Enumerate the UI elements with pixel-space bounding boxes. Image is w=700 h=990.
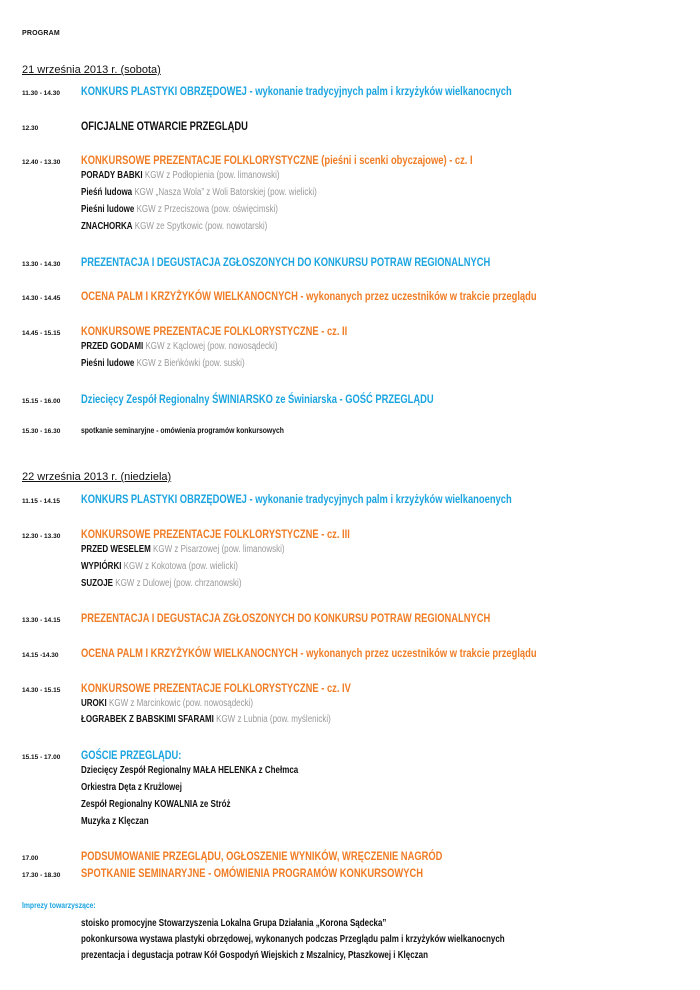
day-2-heading: 22 września 2013 r. (niedziela) — [22, 471, 172, 483]
item-title: KONKURS PLASTYKI OBRZĘDOWEJ - wykonanie tradycyjnych palm i krzyżyków wielkanocnych — [81, 84, 512, 98]
performance-name: SUZOJE — [81, 578, 114, 589]
guest-entry: Zespół Regionalny KOWALNIA ze Stróż — [81, 799, 231, 810]
performance-entry — [81, 187, 317, 198]
performance-entry — [81, 714, 331, 725]
item-time: 13.30 - 14.15 — [22, 617, 61, 624]
item-title: KONKURS PLASTYKI OBRZĘDOWEJ - wykonanie tradycyjnych palm i krzyżyków wielkanoenych — [81, 492, 512, 506]
item-title: KONKURSOWE PREZENTACJE FOLKLORYSTYCZNE - cz. IV — [81, 681, 351, 695]
performance-name: Pieśń ludowa — [81, 187, 133, 198]
side-events-label: Imprezy towarzyszące: — [22, 901, 96, 910]
item-time: 15.30 - 16.30 — [22, 428, 61, 435]
performance-name: PRZED GODAMI — [81, 341, 144, 352]
item-time: 15.15 - 17.00 — [22, 754, 61, 761]
performance-name: ZNACHORKA — [81, 221, 133, 232]
performance-name: PRZED WESELEM — [81, 544, 151, 555]
performance-entry — [81, 341, 278, 352]
item-time: 13.30 - 14.30 — [22, 261, 61, 268]
performance-info: KGW z Pisarzowej (pow. limanowski) — [153, 544, 285, 555]
performance-info: KGW z Kąclowej (pow. nowosądecki) — [145, 341, 278, 352]
item-title: SPOTKANIE SEMINARYJNE - OMÓWIENIA PROGRAMÓW KONKURSOWYCH — [81, 866, 423, 880]
item-time: 11.15 - 14.15 — [22, 498, 60, 505]
day-1-heading: 21 września 2013 r. (sobota) — [22, 64, 161, 76]
item-time: 12.30 - 13.30 — [22, 533, 61, 540]
performance-entry — [81, 170, 280, 181]
side-event-item: stoisko promocyjne Stowarzyszenia Lokalna Grupa Działania „Korona Sądecka” — [81, 918, 387, 929]
item-title: spotkanie seminaryjne - omówienia programów konkursowych — [81, 426, 284, 435]
performance-info: KGW z Bieńkówki (pow. suski) — [136, 358, 245, 369]
performance-info: KGW ze Spytkowic (pow. nowotarski) — [134, 221, 268, 232]
item-time: 15.15 - 16.00 — [22, 398, 61, 405]
item-time: 12.40 - 13.30 — [22, 159, 61, 166]
performance-info: KGW z Przeciszowa (pow. oświęcimski) — [136, 204, 278, 215]
performance-info: KGW z Lubnia (pow. myślenicki) — [216, 714, 331, 725]
item-time: 17.00 — [22, 855, 39, 862]
guest-entry: Muzyka z Klęczan — [81, 816, 149, 827]
guest-entry: Dziecięcy Zespół Regionalny MAŁA HELENKA z Chełmca — [81, 765, 299, 776]
item-title: PREZENTACJA I DEGUSTACJA ZGŁOSZONYCH DO KONKURSU POTRAW REGIONALNYCH — [81, 255, 491, 269]
performance-name: PORADY BABKI — [81, 170, 143, 181]
item-title: KONKURSOWE PREZENTACJE FOLKLORYSTYCZNE (pieśni i scenki obyczajowe) - cz. I — [81, 153, 473, 167]
item-time: 14.30 - 14.45 — [22, 295, 61, 302]
performance-entry — [81, 221, 267, 232]
performance-name: Pieśni ludowe — [81, 358, 135, 369]
item-title: PODSUMOWANIE PRZEGLĄDU, OGŁOSZENIE WYNIKÓW, WRĘCZENIE NAGRÓD — [81, 849, 443, 863]
performance-info: KGW z Kokotowa (pow. wielicki) — [123, 561, 238, 572]
side-event-item: prezentacja i degustacja potraw Kół Gospodyń Wiejskich z Mszalnicy, Ptaszkowej i Klęczan — [81, 950, 428, 961]
item-title: OFICJALNE OTWARCIE PRZEGLĄDU — [81, 119, 248, 133]
performance-entry — [81, 578, 242, 589]
item-time: 14.15 -14.30 — [22, 652, 59, 659]
performance-entry — [81, 561, 238, 572]
performance-entry — [81, 544, 285, 555]
performance-entry — [81, 698, 253, 709]
item-title: KONKURSOWE PREZENTACJE FOLKLORYSTYCZNE - cz. II — [81, 324, 348, 338]
guest-entry: Orkiestra Dęta z Krużlowej — [81, 782, 182, 793]
item-title: OCENA PALM I KRZYŻYKÓW WIELKANOCNYCH - wykonanych przez uczestników w trakcie przeglądu — [81, 646, 537, 660]
performance-name: UROKI — [81, 698, 107, 709]
performance-info: KGW z Podłopienia (pow. limanowski) — [144, 170, 280, 181]
item-title: PREZENTACJA I DEGUSTACJA ZGŁOSZONYCH DO KONKURSU POTRAW REGIONALNYCH — [81, 611, 491, 625]
item-time: 17.30 - 18.30 — [22, 872, 61, 879]
program-label: PROGRAM — [22, 30, 60, 37]
performance-info: KGW z Marcinkowic (pow. nowosądecki) — [109, 698, 254, 709]
performance-name: WYPIÓRKI — [81, 561, 122, 572]
performance-info: KGW „Nasza Wola” z Woli Batorskiej (pow. wielicki) — [134, 187, 317, 198]
item-title: Dziecięcy Zespół Regionalny ŚWINIARSKO ze Świniarska - GOŚĆ PRZEGLĄDU — [81, 392, 434, 406]
performance-name: ŁOGRABEK Z BABSKIMI SFARAMI — [81, 714, 214, 725]
item-time: 12.30 — [22, 125, 39, 132]
item-time: 11.30 - 14.30 — [22, 90, 60, 97]
item-title: GOŚCIE PRZEGLĄDU: — [81, 748, 182, 762]
item-time: 14.30 - 15.15 — [22, 687, 61, 694]
item-title: OCENA PALM I KRZYŻYKÓW WIELKANOCNYCH - wykonanych przez uczestników w trakcie przeglądu — [81, 289, 537, 303]
side-event-item: pokonkursowa wystawa plastyki obrzędowej, wykonanych podczas Przeglądu palm i krzyżyków wielkanocnych — [81, 934, 505, 945]
performance-entry — [81, 204, 278, 215]
performance-name: Pieśni ludowe — [81, 204, 135, 215]
performance-info: KGW z Dulowej (pow. chrzanowski) — [115, 578, 242, 589]
item-time: 14.45 - 15.15 — [22, 330, 61, 337]
performance-entry — [81, 358, 245, 369]
item-title: KONKURSOWE PREZENTACJE FOLKLORYSTYCZNE - cz. III — [81, 527, 350, 541]
